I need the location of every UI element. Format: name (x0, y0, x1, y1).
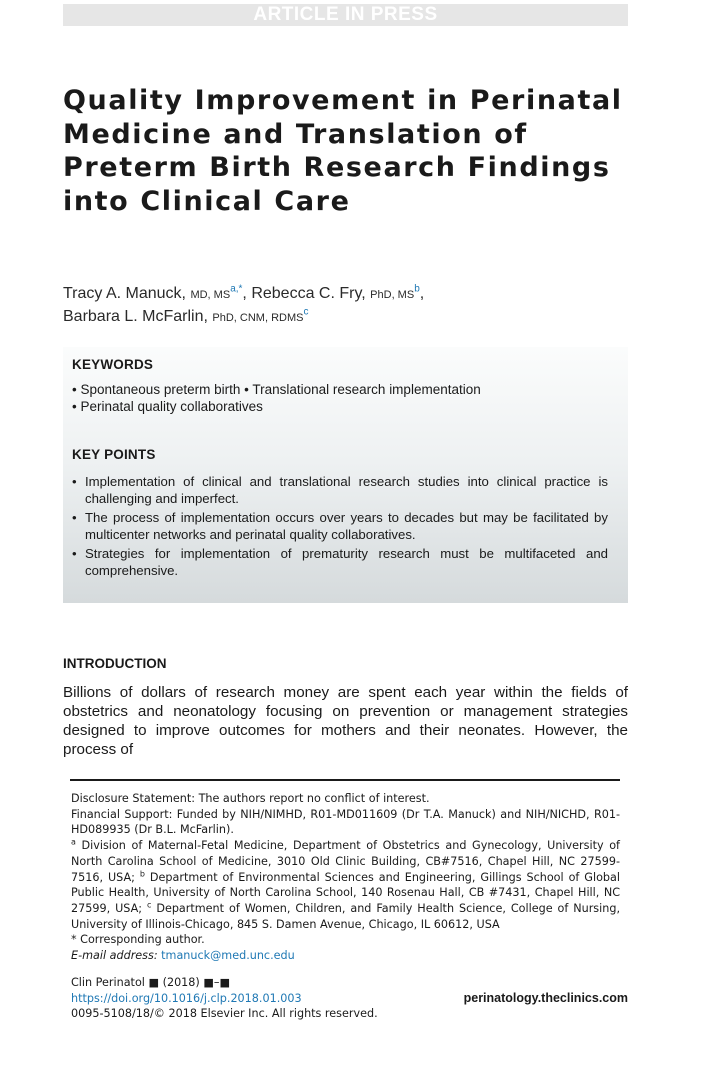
author-name: Rebecca C. Fry, (251, 285, 366, 302)
corresponding-author: * Corresponding author. (71, 933, 205, 947)
keywords-heading: KEYWORDS (72, 357, 154, 372)
author-degree: PhD, CNM, RDMS (212, 312, 304, 324)
list-item: • Strategies for implementation of prematurity research must be multifaceted and comprehensive. (72, 545, 608, 579)
page-footer (71, 975, 628, 1022)
author-name: Tracy A. Manuck, (63, 285, 186, 302)
keyword-line (72, 381, 481, 398)
footnotes (71, 791, 620, 964)
keyword-item: Perinatal quality collaboratives (80, 399, 263, 414)
keyword-item: Spontaneous preterm birth (80, 382, 241, 397)
affiliation-a: Division of Maternal-Fetal Medicine, Department of Obstetrics and Gynecology, University of North Carolina School of Medicine, 3010 Old Clinic Building, CB#7516, Chapel Hill, NC 27599-7516, USA; (71, 839, 620, 884)
article-title: Quality Improvement in Perinatal Medicine and Translation of Preterm Birth Research Findings into Clinical Care (63, 85, 623, 217)
affiliation-link[interactable]: b (414, 283, 420, 295)
bullet-icon: • (72, 382, 77, 397)
footnote-divider (70, 779, 620, 781)
introduction-paragraph: Billions of dollars of research money are spent each year within the fields of obstetrics and neonatology focusing on prevention or management strategies designed to improve outcomes for mothers and their neonates. However, the process of (63, 684, 628, 758)
author-degree: PhD, MS (370, 289, 415, 301)
affiliation-link[interactable]: a,* (230, 283, 243, 295)
list-item: • Implementation of clinical and translational research studies into clinical practice is challenging and imperfect. (72, 473, 608, 507)
affiliation-mark: a (71, 837, 76, 847)
keyword-line (72, 398, 263, 415)
article-in-press-banner: ARTICLE IN PRESS (63, 4, 628, 26)
disclosure-statement: Disclosure Statement: The authors report no conflict of interest. (71, 792, 430, 805)
email-link[interactable]: tmanuck@med.unc.edu (161, 949, 295, 963)
affiliation-c: Department of Women, Children, and Family Health Science, College of Nursing, University of Illinois-Chicago, 845 S. Damen Avenue, Chicago, IL 60612, USA (71, 901, 620, 931)
bullet-icon: • (72, 399, 77, 414)
doi-link[interactable]: https://doi.org/10.1016/j.clp.2018.01.003 (71, 991, 302, 1005)
affiliation-link[interactable]: c (303, 306, 309, 318)
affiliation-mark: b (139, 868, 145, 878)
copyright: 0095-5108/18/© 2018 Elsevier Inc. All rights reserved. (71, 1007, 378, 1021)
bullet-icon: • (244, 382, 249, 397)
introduction-heading: INTRODUCTION (63, 656, 167, 671)
author-list: Tracy A. Manuck, MD, $MS^{a,*}$, Rebecca C. Fry, PhD, $MS^b$, Barbara L. McFarlin, PhD, CNM, RDMS$^c$ (63, 283, 425, 325)
affiliation-b: Department of Environmental Sciences and Engineering, Gillings School of Global Public Health, University of North Carolina School, 140 Rosenau Hall, CB #7431, Chapel Hill, NC 27599, USA; (71, 870, 620, 915)
email-line (71, 948, 620, 964)
affiliation-mark: c (146, 900, 152, 910)
email-label: E-mail address: (71, 949, 158, 963)
keyword-item: Translational research implementation (252, 382, 481, 397)
author-degree: MD, MS (190, 289, 231, 301)
key-points-heading: KEY POINTS (72, 447, 156, 462)
key-points-list (72, 473, 608, 581)
affiliations (71, 838, 620, 932)
list-item: • The process of implementation occurs over years to decades but may be facilitated by multicenter networks and perinatal quality collaboratives. (72, 509, 608, 543)
keywords-keypoints-box (63, 347, 628, 603)
journal-citation: Clin Perinatol ■ (2018) ■–■ (71, 976, 231, 989)
author-name: Barbara L. McFarlin, (63, 308, 208, 325)
journal-site: perinatology.theclinics.com (463, 990, 628, 1005)
financial-support: Financial Support: Funded by NIH/NIMHD, R01-MD011609 (Dr T.A. Manuck) and NIH/NICHD, R01-HD089935 (Dr B.L. McFarlin). (71, 807, 620, 837)
